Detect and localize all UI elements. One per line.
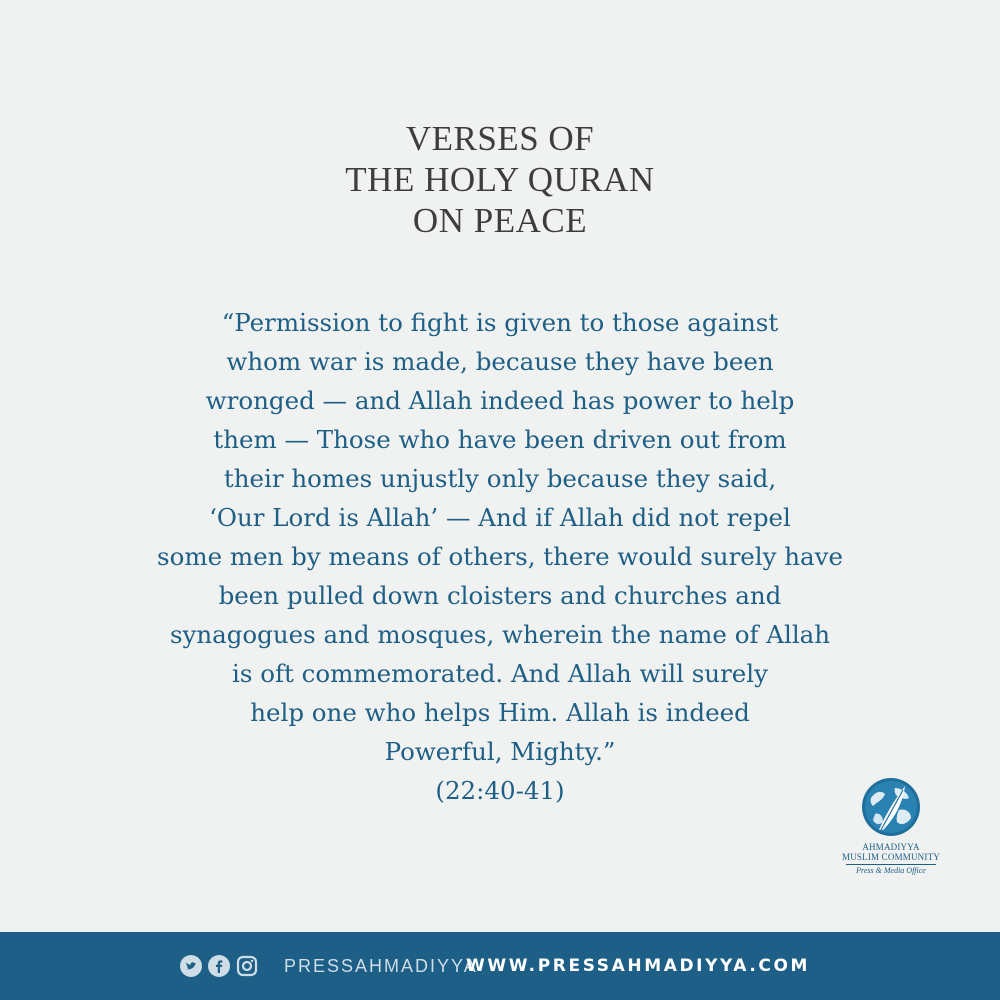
verse-line: Powerful, Mighty.” (384, 737, 616, 766)
verse-line: their homes unjustly only because they said, (223, 464, 777, 493)
title-line-2: THE HOLY QURAN (345, 160, 655, 199)
page-title (0, 118, 1000, 241)
verse-line: been pulled down cloisters and churches and (218, 581, 782, 610)
verse-reference: (22:40-41) (435, 776, 565, 805)
title-line-1: VERSES OF (405, 119, 595, 158)
verse-line: “Permission to fight is given to those against (221, 308, 779, 337)
website-link[interactable]: WWW.PRESSAHMADIYYA.COM (466, 956, 811, 976)
verse-line: them — Those who have been driven out from (213, 425, 787, 454)
logo-divider (846, 864, 936, 865)
globe-quill-icon (861, 776, 921, 838)
verse-line: ‘Our Lord is Allah’ — And if Allah did not repel (209, 503, 791, 532)
twitter-icon[interactable] (180, 955, 202, 977)
footer-bar (0, 932, 1000, 1000)
social-handle[interactable]: PRESSAHMADIYYA (284, 956, 478, 976)
verse-line: some men by means of others, there would surely have (157, 542, 843, 571)
verse-line: help one who helps Him. Allah is indeed (250, 698, 750, 727)
logo-line-3: Press & Media Office (856, 866, 926, 875)
instagram-icon[interactable] (236, 955, 258, 977)
verse-line: wronged — and Allah indeed has power to help (205, 386, 795, 415)
logo-line-1: AHMADIYYA (862, 842, 920, 852)
verse-line: synagogues and mosques, wherein the name of Allah (169, 620, 831, 649)
verse-line: is oft commemorated. And Allah will surely (232, 659, 768, 688)
logo-line-2: MUSLIM COMMUNITY (842, 852, 940, 862)
title-line-3: ON PEACE (412, 201, 588, 240)
social-icons (180, 954, 264, 978)
verse-text (0, 303, 1000, 810)
ahmadiyya-logo (832, 776, 950, 886)
facebook-icon[interactable] (208, 955, 230, 977)
verse-line: whom war is made, because they have been (226, 347, 774, 376)
